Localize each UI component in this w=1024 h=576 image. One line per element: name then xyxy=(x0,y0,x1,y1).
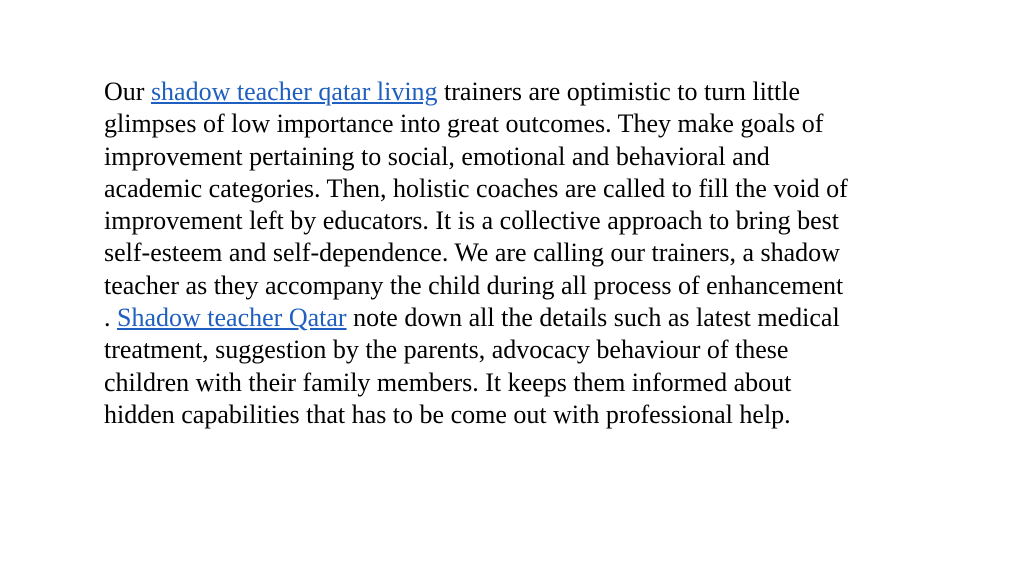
text-segment: Our xyxy=(104,77,151,106)
shadow-teacher-qatar-living-link[interactable]: shadow teacher qatar living xyxy=(150,77,438,106)
text-line-8 xyxy=(104,302,974,334)
text-line-5: improvement left by educators. It is a collective approach to bring best xyxy=(104,206,839,236)
text-line-6: self-esteem and self-dependence. We are calling our trainers, a shadow xyxy=(104,238,840,268)
text-segment: . xyxy=(104,303,117,333)
text-line-10: children with their family members. It keeps them informed about xyxy=(104,367,792,397)
text-line-9: treatment, suggestion by the parents, advocacy behaviour of these xyxy=(104,335,789,365)
text-segment: trainers are optimistic to turn little xyxy=(437,77,801,106)
text-line-4: academic categories. Then, holistic coaches are called to fill the void of xyxy=(104,173,848,203)
body-paragraph xyxy=(104,76,974,431)
text-line-3: improvement pertaining to social, emotional and behavioral and xyxy=(104,141,770,171)
text-line-2: glimpses of low importance into great outcomes. They make goals of xyxy=(104,109,824,139)
text-line-7: teacher as they accompany the child during all process of enhancement xyxy=(104,270,844,300)
text-line-1 xyxy=(104,76,974,108)
shadow-teacher-qatar-link[interactable]: Shadow teacher Qatar xyxy=(117,303,347,333)
text-line-11: hidden capabilities that has to be come out with professional help. xyxy=(104,399,791,429)
text-segment: note down all the details such as latest medical xyxy=(346,303,840,333)
